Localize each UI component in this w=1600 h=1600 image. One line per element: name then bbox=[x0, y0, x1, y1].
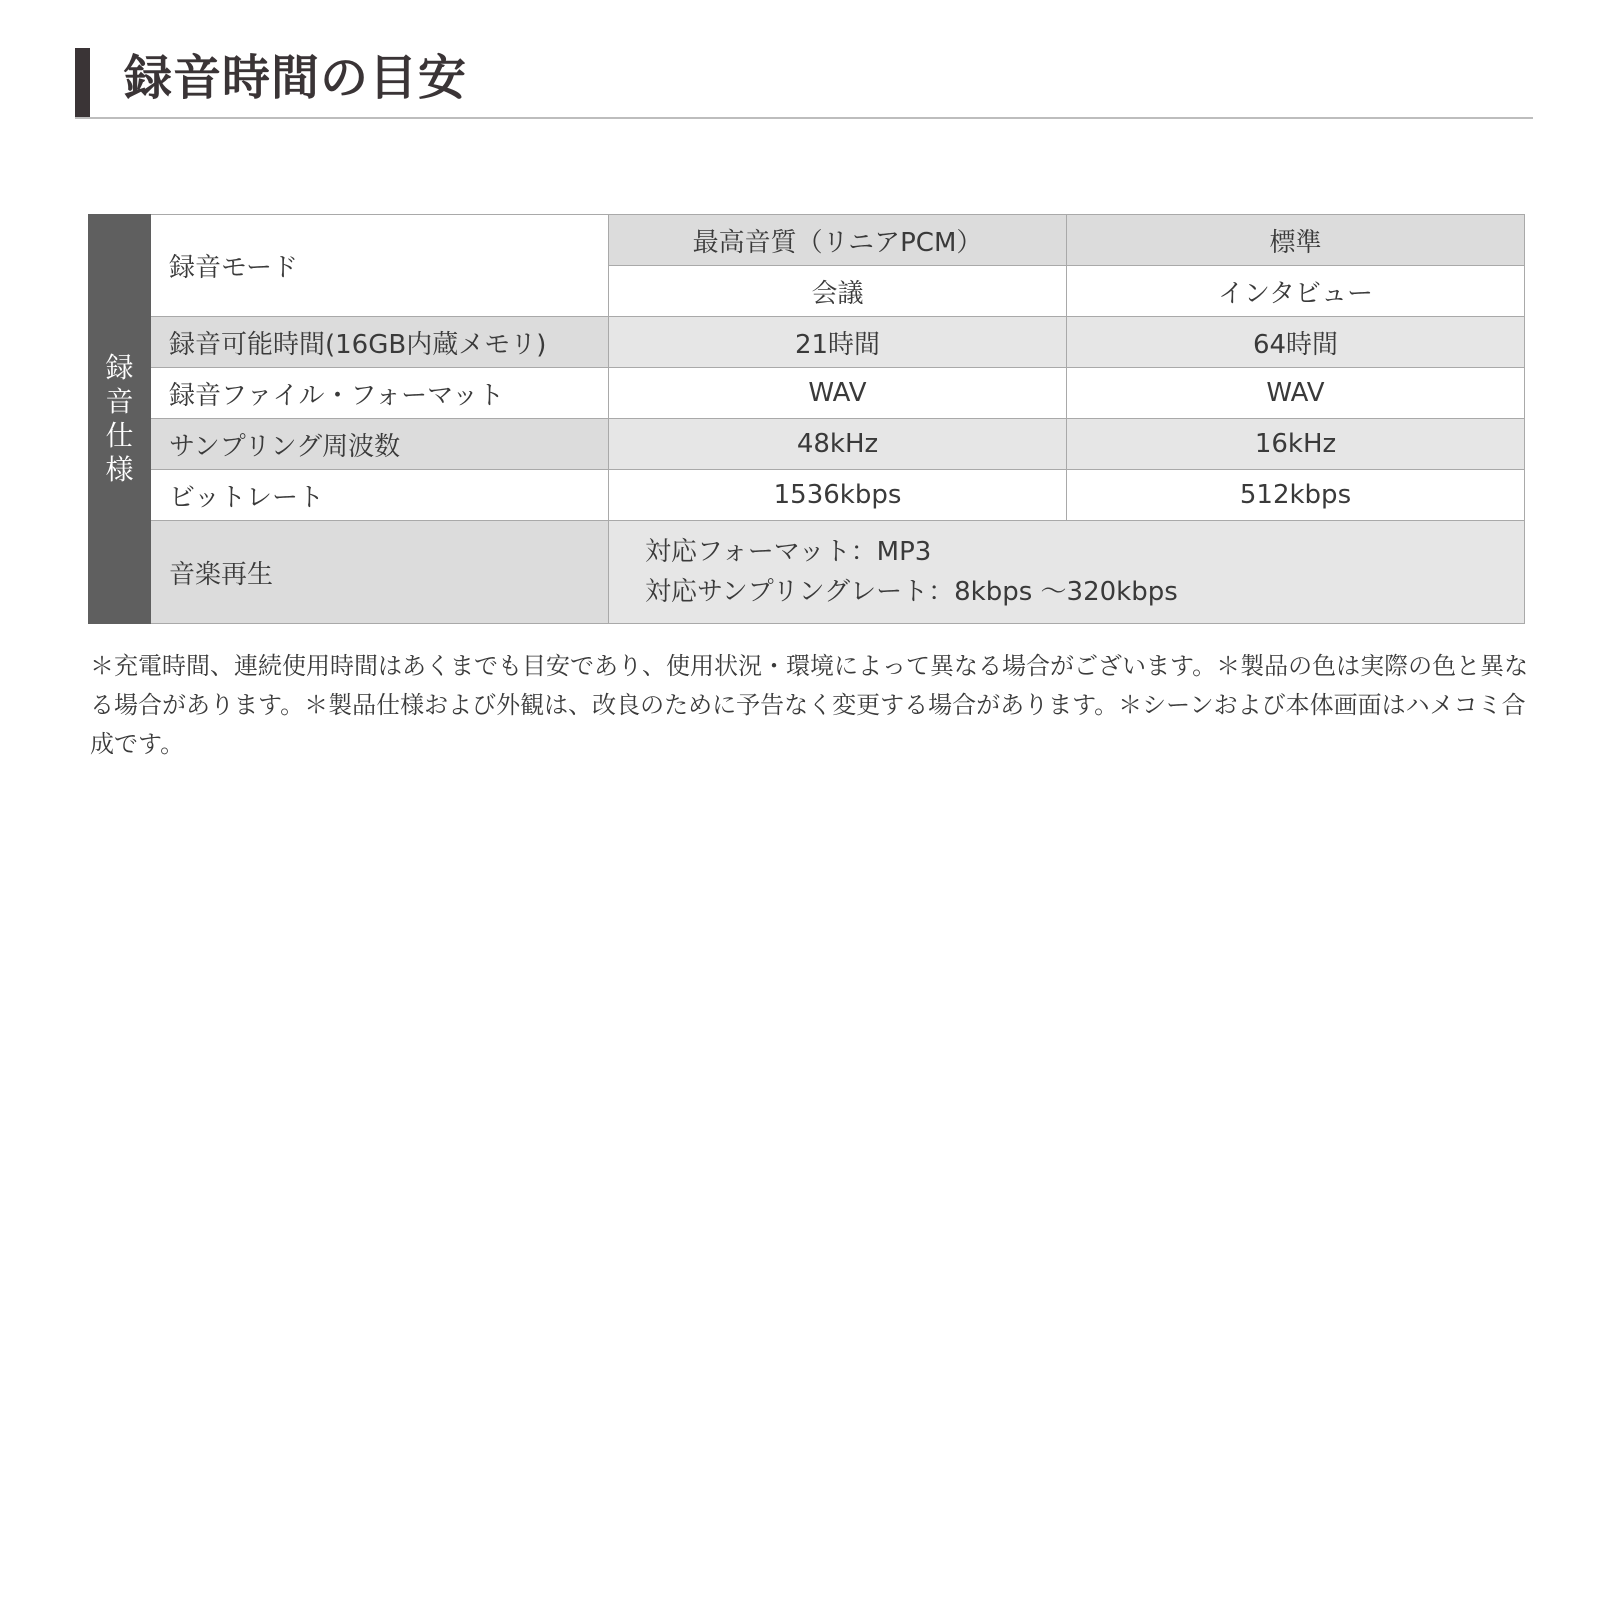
mode-high-header: 最高音質（リニアPCM） bbox=[609, 215, 1067, 266]
side-label: 録音仕様 bbox=[105, 351, 134, 486]
usage-high: 会議 bbox=[609, 266, 1067, 317]
page-title: 録音時間の目安 bbox=[124, 50, 468, 106]
row-high-value: 21時間 bbox=[609, 317, 1067, 368]
row-label: 録音ファイル・フォーマット bbox=[151, 368, 609, 419]
usage-standard: インタビュー bbox=[1067, 266, 1525, 317]
footnote: ＊充電時間、連続使用時間はあくまでも目安であり、使用状況・環境によって異なる場合がございます。＊製品の色は実際の色と異なる場合があります。＊製品仕様および外観は、改良のために予告なく変更する場合があります。＊シーンおよび本体画面はハメコミ合成です。 bbox=[90, 652, 1529, 758]
table-row bbox=[89, 368, 1525, 419]
title-accent-bar bbox=[75, 48, 90, 118]
row-high-value: WAV bbox=[609, 368, 1067, 419]
table-row bbox=[89, 521, 1525, 624]
title-divider bbox=[75, 117, 1533, 119]
table-row bbox=[89, 419, 1525, 470]
spec-table bbox=[88, 214, 1525, 624]
music-sampling-rate: 対応サンプリングレート：8kbps 〜320kbps bbox=[645, 577, 1178, 607]
row-standard-value: 16kHz bbox=[1067, 419, 1525, 470]
music-format: 対応フォーマット：MP3 bbox=[645, 537, 932, 567]
side-label-cell bbox=[89, 215, 151, 624]
row-label: サンプリング周波数 bbox=[151, 419, 609, 470]
music-label: 音楽再生 bbox=[151, 521, 609, 624]
row-label: ビットレート bbox=[151, 470, 609, 521]
mode-label: 録音モード bbox=[151, 215, 609, 317]
row-standard-value: 512kbps bbox=[1067, 470, 1525, 521]
row-high-value: 1536kbps bbox=[609, 470, 1067, 521]
row-high-value: 48kHz bbox=[609, 419, 1067, 470]
table-row bbox=[89, 470, 1525, 521]
row-label: 録音可能時間(16GB内蔵メモリ) bbox=[151, 317, 609, 368]
music-info-cell bbox=[609, 521, 1525, 624]
table-row bbox=[89, 215, 1525, 266]
mode-standard-header: 標準 bbox=[1067, 215, 1525, 266]
row-standard-value: WAV bbox=[1067, 368, 1525, 419]
row-standard-value: 64時間 bbox=[1067, 317, 1525, 368]
table-row bbox=[89, 317, 1525, 368]
